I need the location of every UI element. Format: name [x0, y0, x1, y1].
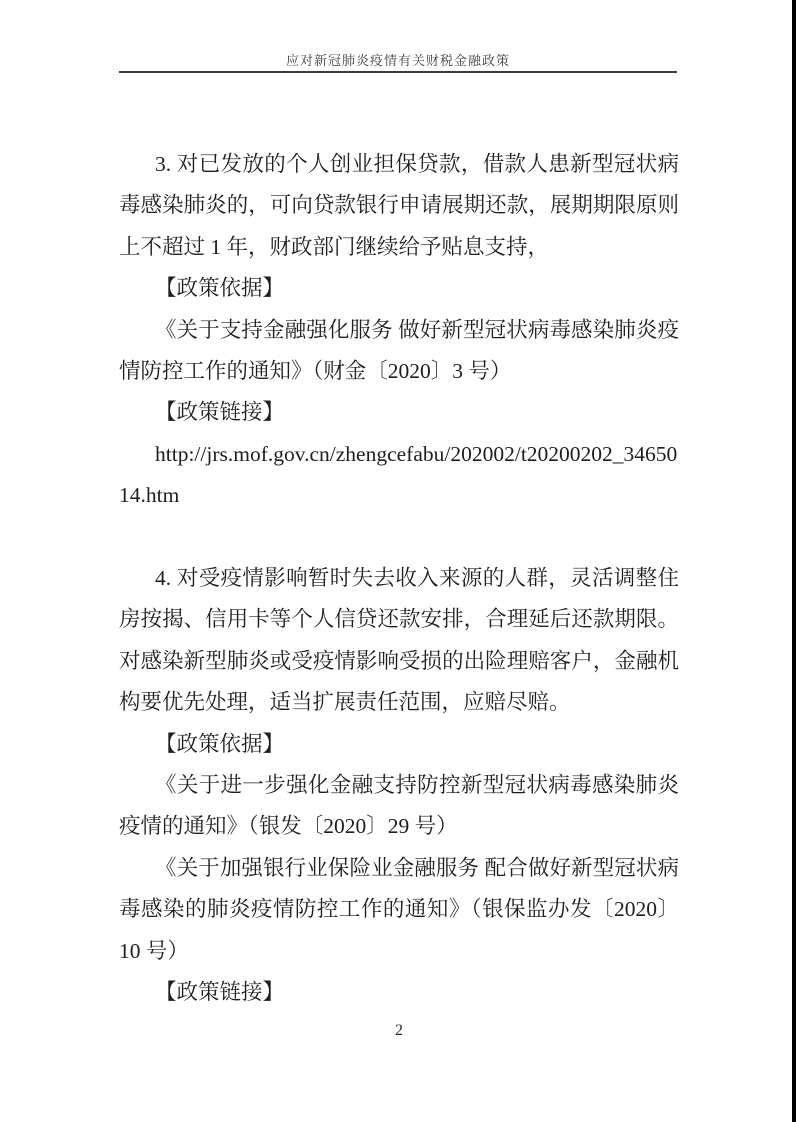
policy-link-url: http://jrs.mof.gov.cn/zhengcefabu/202002/t20200202_3465014.htm: [119, 441, 678, 508]
header-rule: [119, 71, 677, 73]
paragraph-item-4: 4. 对受疫情影响暂时失去收入来源的人群，灵活调整住房按揭、信用卡等个人信贷还款安排，合理延后还款期限。对感染新型肺炎或受疫情影响受损的出险理赔客户，金融机构要优先处理，适当扩展责任范围，应赔尽赔。: [119, 566, 679, 715]
page-edge-line: [792, 0, 796, 1122]
policy-basis-doc: 《关于加强银行业保险业金融服务 配合做好新型冠状病毒感染的肺炎疫情防控工作的通知》（银保监办发〔2020〕10 号）: [119, 855, 679, 963]
running-header-title: 应对新冠肺炎疫情有关财税金融政策: [285, 53, 510, 68]
document-body: [119, 144, 679, 1014]
blank-line: [119, 517, 679, 558]
policy-basis-doc: 《关于支持金融强化服务 做好新型冠状病毒感染肺炎疫情防控工作的通知》（财金〔2020〕3 号）: [119, 317, 679, 384]
page-number: 2: [395, 1022, 403, 1039]
policy-link-label: 【政策链接】: [155, 400, 285, 425]
policy-basis-label: 【政策依据】: [155, 276, 285, 301]
policy-basis-label: 【政策依据】: [155, 731, 285, 756]
policy-link-label: 【政策链接】: [155, 980, 285, 1005]
policy-basis-doc: 《关于进一步强化金融支持防控新型冠状病毒感染肺炎疫情的通知》（银发〔2020〕29 号）: [119, 773, 679, 839]
paragraph-item-3: 3. 对已发放的个人创业担保贷款，借款人患新型冠状病毒感染肺炎的，可向贷款银行申请展期还款，展期期限原则上不超过 1 年，财政部门继续给予贴息支持，: [119, 152, 679, 259]
